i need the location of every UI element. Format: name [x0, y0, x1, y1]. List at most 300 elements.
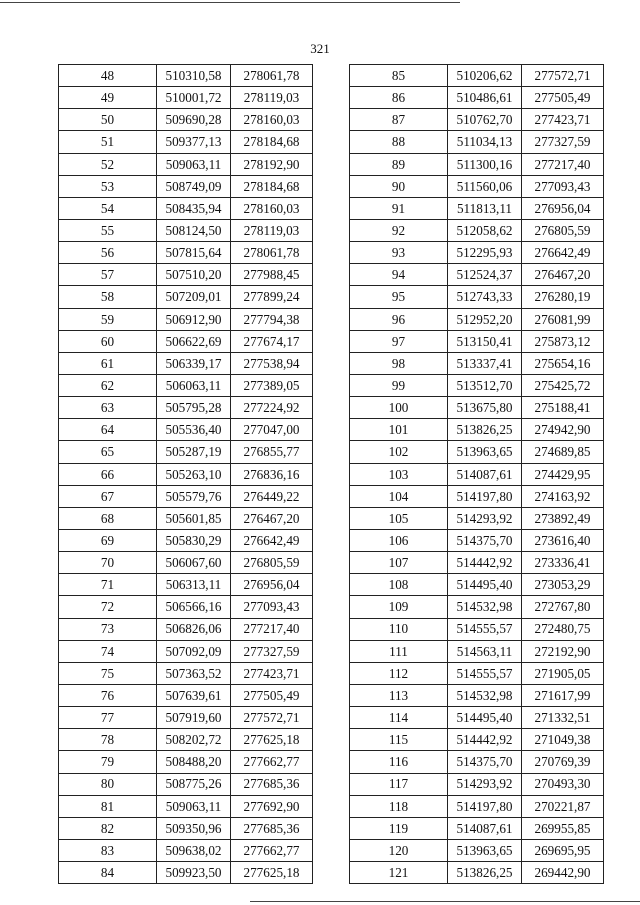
point-number-cell: 51 — [59, 131, 157, 153]
x-coordinate-cell: 514087,61 — [448, 817, 522, 839]
y-coordinate-cell: 278184,68 — [231, 131, 313, 153]
y-coordinate-cell: 273892,49 — [522, 507, 604, 529]
table-row — [350, 707, 604, 729]
y-coordinate-cell: 273336,41 — [522, 552, 604, 574]
table-row — [350, 574, 604, 596]
y-coordinate-cell: 277389,05 — [231, 374, 313, 396]
scan-edge-top — [0, 2, 460, 3]
x-coordinate-cell: 514293,92 — [448, 773, 522, 795]
x-coordinate-cell: 514197,80 — [448, 485, 522, 507]
table-row — [350, 219, 604, 241]
point-number-cell: 91 — [350, 197, 448, 219]
table-row — [350, 552, 604, 574]
table-row — [350, 485, 604, 507]
table-row — [59, 618, 313, 640]
scan-edge-bottom — [250, 901, 640, 902]
x-coordinate-cell: 507363,52 — [157, 662, 231, 684]
point-number-cell: 65 — [59, 441, 157, 463]
table-row — [350, 308, 604, 330]
table-row — [59, 707, 313, 729]
table-row — [350, 264, 604, 286]
table-row — [350, 65, 604, 87]
y-coordinate-cell: 277327,59 — [522, 131, 604, 153]
x-coordinate-cell: 507510,20 — [157, 264, 231, 286]
table-row — [350, 684, 604, 706]
x-coordinate-cell: 514563,11 — [448, 640, 522, 662]
table-row — [350, 374, 604, 396]
point-number-cell: 103 — [350, 463, 448, 485]
x-coordinate-cell: 514495,40 — [448, 707, 522, 729]
x-coordinate-cell: 514293,92 — [448, 507, 522, 529]
table-row — [59, 463, 313, 485]
table-row — [59, 286, 313, 308]
table-row — [350, 441, 604, 463]
x-coordinate-cell: 509923,50 — [157, 862, 231, 884]
table-row — [350, 817, 604, 839]
point-number-cell: 53 — [59, 175, 157, 197]
x-coordinate-cell: 509690,28 — [157, 109, 231, 131]
point-number-cell: 89 — [350, 153, 448, 175]
y-coordinate-cell: 277538,94 — [231, 352, 313, 374]
point-number-cell: 110 — [350, 618, 448, 640]
point-number-cell: 107 — [350, 552, 448, 574]
y-coordinate-cell: 276642,49 — [522, 242, 604, 264]
y-coordinate-cell: 277662,77 — [231, 751, 313, 773]
table-row — [59, 397, 313, 419]
table-row — [59, 65, 313, 87]
y-coordinate-cell: 277093,43 — [231, 596, 313, 618]
x-coordinate-cell: 507639,61 — [157, 684, 231, 706]
y-coordinate-cell: 276956,04 — [231, 574, 313, 596]
x-coordinate-cell: 506339,17 — [157, 352, 231, 374]
table-row — [59, 87, 313, 109]
table-row — [59, 552, 313, 574]
y-coordinate-cell: 277327,59 — [231, 640, 313, 662]
table-row — [350, 862, 604, 884]
x-coordinate-cell: 512743,33 — [448, 286, 522, 308]
x-coordinate-cell: 505579,76 — [157, 485, 231, 507]
table-row — [59, 308, 313, 330]
point-number-cell: 62 — [59, 374, 157, 396]
y-coordinate-cell: 277685,36 — [231, 817, 313, 839]
table-row — [59, 109, 313, 131]
point-number-cell: 59 — [59, 308, 157, 330]
y-coordinate-cell: 274429,95 — [522, 463, 604, 485]
y-coordinate-cell: 277685,36 — [231, 773, 313, 795]
point-number-cell: 111 — [350, 640, 448, 662]
x-coordinate-cell: 512524,37 — [448, 264, 522, 286]
y-coordinate-cell: 269695,95 — [522, 839, 604, 861]
y-coordinate-cell: 271905,05 — [522, 662, 604, 684]
y-coordinate-cell: 274689,85 — [522, 441, 604, 463]
table-row — [59, 862, 313, 884]
point-number-cell: 77 — [59, 707, 157, 729]
point-number-cell: 68 — [59, 507, 157, 529]
y-coordinate-cell: 276805,59 — [231, 552, 313, 574]
coordinates-table-right — [349, 64, 604, 884]
x-coordinate-cell: 506912,90 — [157, 308, 231, 330]
y-coordinate-cell: 277794,38 — [231, 308, 313, 330]
table-row — [59, 795, 313, 817]
x-coordinate-cell: 505287,19 — [157, 441, 231, 463]
point-number-cell: 83 — [59, 839, 157, 861]
point-number-cell: 82 — [59, 817, 157, 839]
x-coordinate-cell: 512058,62 — [448, 219, 522, 241]
point-number-cell: 71 — [59, 574, 157, 596]
x-coordinate-cell: 513826,25 — [448, 862, 522, 884]
point-number-cell: 106 — [350, 529, 448, 551]
table-row — [350, 507, 604, 529]
point-number-cell: 61 — [59, 352, 157, 374]
point-number-cell: 64 — [59, 419, 157, 441]
x-coordinate-cell: 508435,94 — [157, 197, 231, 219]
table-row — [350, 242, 604, 264]
point-number-cell: 121 — [350, 862, 448, 884]
y-coordinate-cell: 276467,20 — [231, 507, 313, 529]
point-number-cell: 78 — [59, 729, 157, 751]
x-coordinate-cell: 509063,11 — [157, 795, 231, 817]
y-coordinate-cell: 269955,85 — [522, 817, 604, 839]
y-coordinate-cell: 269442,90 — [522, 862, 604, 884]
x-coordinate-cell: 510206,62 — [448, 65, 522, 87]
x-coordinate-cell: 508202,72 — [157, 729, 231, 751]
y-coordinate-cell: 270769,39 — [522, 751, 604, 773]
point-number-cell: 48 — [59, 65, 157, 87]
x-coordinate-cell: 509377,13 — [157, 131, 231, 153]
x-coordinate-cell: 506313,11 — [157, 574, 231, 596]
point-number-cell: 93 — [350, 242, 448, 264]
table-row — [59, 153, 313, 175]
point-number-cell: 70 — [59, 552, 157, 574]
table-row — [59, 729, 313, 751]
point-number-cell: 56 — [59, 242, 157, 264]
x-coordinate-cell: 508124,50 — [157, 219, 231, 241]
point-number-cell: 74 — [59, 640, 157, 662]
x-coordinate-cell: 514495,40 — [448, 574, 522, 596]
table-row — [59, 441, 313, 463]
y-coordinate-cell: 277423,71 — [231, 662, 313, 684]
y-coordinate-cell: 276081,99 — [522, 308, 604, 330]
table-row — [59, 374, 313, 396]
x-coordinate-cell: 514532,98 — [448, 596, 522, 618]
x-coordinate-cell: 508749,09 — [157, 175, 231, 197]
x-coordinate-cell: 512952,20 — [448, 308, 522, 330]
point-number-cell: 55 — [59, 219, 157, 241]
y-coordinate-cell: 277674,17 — [231, 330, 313, 352]
y-coordinate-cell: 277572,71 — [522, 65, 604, 87]
y-coordinate-cell: 272480,75 — [522, 618, 604, 640]
x-coordinate-cell: 514087,61 — [448, 463, 522, 485]
point-number-cell: 118 — [350, 795, 448, 817]
y-coordinate-cell: 275188,41 — [522, 397, 604, 419]
table-row — [59, 197, 313, 219]
x-coordinate-cell: 513675,80 — [448, 397, 522, 419]
table-row — [350, 175, 604, 197]
point-number-cell: 81 — [59, 795, 157, 817]
table-row — [59, 219, 313, 241]
point-number-cell: 66 — [59, 463, 157, 485]
y-coordinate-cell: 274163,92 — [522, 485, 604, 507]
x-coordinate-cell: 509638,02 — [157, 839, 231, 861]
table-row — [59, 507, 313, 529]
table-row — [350, 773, 604, 795]
table-row — [59, 596, 313, 618]
y-coordinate-cell: 277625,18 — [231, 729, 313, 751]
point-number-cell: 99 — [350, 374, 448, 396]
point-number-cell: 90 — [350, 175, 448, 197]
table-row — [350, 286, 604, 308]
y-coordinate-cell: 277047,00 — [231, 419, 313, 441]
y-coordinate-cell: 277217,40 — [231, 618, 313, 640]
table-row — [59, 264, 313, 286]
point-number-cell: 76 — [59, 684, 157, 706]
point-number-cell: 112 — [350, 662, 448, 684]
point-number-cell: 95 — [350, 286, 448, 308]
x-coordinate-cell: 506063,11 — [157, 374, 231, 396]
y-coordinate-cell: 270221,87 — [522, 795, 604, 817]
table-row — [350, 640, 604, 662]
x-coordinate-cell: 505536,40 — [157, 419, 231, 441]
y-coordinate-cell: 273616,40 — [522, 529, 604, 551]
y-coordinate-cell: 272192,90 — [522, 640, 604, 662]
x-coordinate-cell: 507209,01 — [157, 286, 231, 308]
table-row — [59, 485, 313, 507]
y-coordinate-cell: 275873,12 — [522, 330, 604, 352]
point-number-cell: 79 — [59, 751, 157, 773]
y-coordinate-cell: 278119,03 — [231, 219, 313, 241]
point-number-cell: 108 — [350, 574, 448, 596]
table-row — [350, 795, 604, 817]
point-number-cell: 49 — [59, 87, 157, 109]
x-coordinate-cell: 514532,98 — [448, 684, 522, 706]
table-row — [59, 773, 313, 795]
point-number-cell: 73 — [59, 618, 157, 640]
y-coordinate-cell: 277572,71 — [231, 707, 313, 729]
x-coordinate-cell: 505830,29 — [157, 529, 231, 551]
point-number-cell: 104 — [350, 485, 448, 507]
x-coordinate-cell: 514442,92 — [448, 552, 522, 574]
point-number-cell: 97 — [350, 330, 448, 352]
x-coordinate-cell: 507919,60 — [157, 707, 231, 729]
x-coordinate-cell: 505263,10 — [157, 463, 231, 485]
point-number-cell: 101 — [350, 419, 448, 441]
y-coordinate-cell: 278061,78 — [231, 65, 313, 87]
y-coordinate-cell: 278160,03 — [231, 197, 313, 219]
table-row — [350, 839, 604, 861]
y-coordinate-cell: 277224,92 — [231, 397, 313, 419]
x-coordinate-cell: 507815,64 — [157, 242, 231, 264]
point-number-cell: 87 — [350, 109, 448, 131]
table-row — [59, 574, 313, 596]
x-coordinate-cell: 506622,69 — [157, 330, 231, 352]
x-coordinate-cell: 513963,65 — [448, 441, 522, 463]
point-number-cell: 84 — [59, 862, 157, 884]
point-number-cell: 119 — [350, 817, 448, 839]
x-coordinate-cell: 514442,92 — [448, 729, 522, 751]
table-row — [350, 463, 604, 485]
y-coordinate-cell: 277899,24 — [231, 286, 313, 308]
y-coordinate-cell: 277625,18 — [231, 862, 313, 884]
table-row — [59, 529, 313, 551]
table-row — [350, 419, 604, 441]
x-coordinate-cell: 514197,80 — [448, 795, 522, 817]
point-number-cell: 80 — [59, 773, 157, 795]
point-number-cell: 86 — [350, 87, 448, 109]
y-coordinate-cell: 277692,90 — [231, 795, 313, 817]
x-coordinate-cell: 513963,65 — [448, 839, 522, 861]
x-coordinate-cell: 514375,70 — [448, 751, 522, 773]
y-coordinate-cell: 276855,77 — [231, 441, 313, 463]
x-coordinate-cell: 513512,70 — [448, 374, 522, 396]
page-number: 321 — [310, 41, 330, 56]
x-coordinate-cell: 505601,85 — [157, 507, 231, 529]
coordinates-table-left — [58, 64, 313, 884]
x-coordinate-cell: 505795,28 — [157, 397, 231, 419]
y-coordinate-cell: 270493,30 — [522, 773, 604, 795]
x-coordinate-cell: 513150,41 — [448, 330, 522, 352]
y-coordinate-cell: 273053,29 — [522, 574, 604, 596]
point-number-cell: 69 — [59, 529, 157, 551]
point-number-cell: 117 — [350, 773, 448, 795]
x-coordinate-cell: 508775,26 — [157, 773, 231, 795]
table-row — [350, 330, 604, 352]
y-coordinate-cell: 278192,90 — [231, 153, 313, 175]
table-row — [350, 131, 604, 153]
point-number-cell: 116 — [350, 751, 448, 773]
y-coordinate-cell: 277505,49 — [522, 87, 604, 109]
y-coordinate-cell: 277423,71 — [522, 109, 604, 131]
point-number-cell: 50 — [59, 109, 157, 131]
y-coordinate-cell: 277662,77 — [231, 839, 313, 861]
point-number-cell: 63 — [59, 397, 157, 419]
point-number-cell: 96 — [350, 308, 448, 330]
table-row — [59, 419, 313, 441]
table-row — [59, 131, 313, 153]
x-coordinate-cell: 514375,70 — [448, 529, 522, 551]
y-coordinate-cell: 276280,19 — [522, 286, 604, 308]
x-coordinate-cell: 510310,58 — [157, 65, 231, 87]
point-number-cell: 52 — [59, 153, 157, 175]
table-row — [59, 817, 313, 839]
point-number-cell: 60 — [59, 330, 157, 352]
table-row — [350, 397, 604, 419]
table-row — [350, 662, 604, 684]
point-number-cell: 92 — [350, 219, 448, 241]
table-row — [59, 684, 313, 706]
y-coordinate-cell: 277217,40 — [522, 153, 604, 175]
y-coordinate-cell: 278160,03 — [231, 109, 313, 131]
table-row — [350, 751, 604, 773]
point-number-cell: 88 — [350, 131, 448, 153]
table-row — [59, 751, 313, 773]
point-number-cell: 57 — [59, 264, 157, 286]
table-row — [59, 640, 313, 662]
table-row — [59, 662, 313, 684]
table-row — [350, 729, 604, 751]
x-coordinate-cell: 511560,06 — [448, 175, 522, 197]
x-coordinate-cell: 509063,11 — [157, 153, 231, 175]
x-coordinate-cell: 511300,16 — [448, 153, 522, 175]
point-number-cell: 113 — [350, 684, 448, 706]
y-coordinate-cell: 271617,99 — [522, 684, 604, 706]
y-coordinate-cell: 275425,72 — [522, 374, 604, 396]
y-coordinate-cell: 274942,90 — [522, 419, 604, 441]
x-coordinate-cell: 510001,72 — [157, 87, 231, 109]
point-number-cell: 58 — [59, 286, 157, 308]
y-coordinate-cell: 276642,49 — [231, 529, 313, 551]
point-number-cell: 120 — [350, 839, 448, 861]
y-coordinate-cell: 278119,03 — [231, 87, 313, 109]
y-coordinate-cell: 271332,51 — [522, 707, 604, 729]
table-row — [350, 197, 604, 219]
x-coordinate-cell: 514555,57 — [448, 618, 522, 640]
y-coordinate-cell: 277093,43 — [522, 175, 604, 197]
point-number-cell: 85 — [350, 65, 448, 87]
y-coordinate-cell: 276467,20 — [522, 264, 604, 286]
table-row — [350, 153, 604, 175]
point-number-cell: 67 — [59, 485, 157, 507]
y-coordinate-cell: 278184,68 — [231, 175, 313, 197]
point-number-cell: 98 — [350, 352, 448, 374]
point-number-cell: 54 — [59, 197, 157, 219]
x-coordinate-cell: 510762,70 — [448, 109, 522, 131]
y-coordinate-cell: 277988,45 — [231, 264, 313, 286]
table-row — [350, 352, 604, 374]
x-coordinate-cell: 511813,11 — [448, 197, 522, 219]
x-coordinate-cell: 508488,20 — [157, 751, 231, 773]
x-coordinate-cell: 507092,09 — [157, 640, 231, 662]
table-row — [59, 352, 313, 374]
point-number-cell: 114 — [350, 707, 448, 729]
x-coordinate-cell: 506067,60 — [157, 552, 231, 574]
x-coordinate-cell: 511034,13 — [448, 131, 522, 153]
table-row — [350, 529, 604, 551]
x-coordinate-cell: 509350,96 — [157, 817, 231, 839]
point-number-cell: 94 — [350, 264, 448, 286]
y-coordinate-cell: 276956,04 — [522, 197, 604, 219]
table-row — [59, 175, 313, 197]
y-coordinate-cell: 276805,59 — [522, 219, 604, 241]
y-coordinate-cell: 272767,80 — [522, 596, 604, 618]
point-number-cell: 75 — [59, 662, 157, 684]
x-coordinate-cell: 506566,16 — [157, 596, 231, 618]
x-coordinate-cell: 510486,61 — [448, 87, 522, 109]
x-coordinate-cell: 506826,06 — [157, 618, 231, 640]
x-coordinate-cell: 512295,93 — [448, 242, 522, 264]
y-coordinate-cell: 276449,22 — [231, 485, 313, 507]
x-coordinate-cell: 514555,57 — [448, 662, 522, 684]
x-coordinate-cell: 513826,25 — [448, 419, 522, 441]
point-number-cell: 115 — [350, 729, 448, 751]
point-number-cell: 100 — [350, 397, 448, 419]
y-coordinate-cell: 278061,78 — [231, 242, 313, 264]
point-number-cell: 102 — [350, 441, 448, 463]
y-coordinate-cell: 271049,38 — [522, 729, 604, 751]
table-row — [59, 330, 313, 352]
table-row — [350, 618, 604, 640]
point-number-cell: 105 — [350, 507, 448, 529]
point-number-cell: 72 — [59, 596, 157, 618]
table-row — [350, 87, 604, 109]
table-row — [350, 596, 604, 618]
x-coordinate-cell: 513337,41 — [448, 352, 522, 374]
table-row — [59, 242, 313, 264]
y-coordinate-cell: 275654,16 — [522, 352, 604, 374]
table-row — [59, 839, 313, 861]
table-row — [350, 109, 604, 131]
y-coordinate-cell: 276836,16 — [231, 463, 313, 485]
point-number-cell: 109 — [350, 596, 448, 618]
